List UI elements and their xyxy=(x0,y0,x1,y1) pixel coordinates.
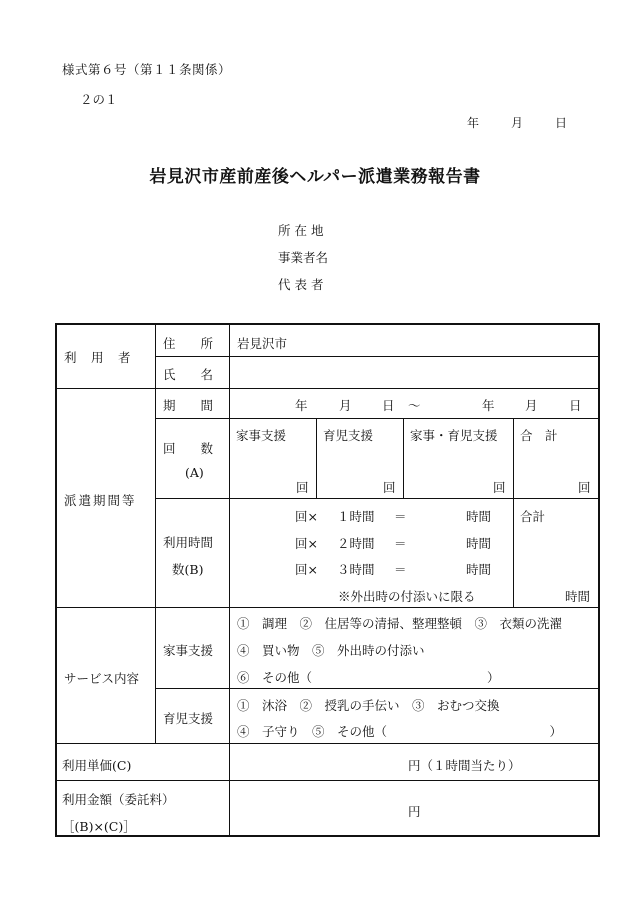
count-col-childcare: 育児支援 xyxy=(323,428,374,443)
childcare-line-2: ④ 子守り ⑤ その他（ ） xyxy=(237,724,563,739)
housework-label: 家事支援 xyxy=(163,643,214,658)
count-col-both: 家事・育児支援 xyxy=(410,428,498,443)
count-unit-total: 回 xyxy=(578,480,591,495)
applicant-address-label: 所 在 地 xyxy=(278,223,324,238)
time-row-2-eq: ＝ xyxy=(394,536,407,551)
date-day-label: 日 xyxy=(555,116,568,130)
time-row-1-eq: ＝ xyxy=(394,509,407,524)
time-row-3-hours: ３時間 xyxy=(337,562,375,577)
time-row-2-hours: ２時間 xyxy=(337,536,375,551)
count-col-housework: 家事支援 xyxy=(236,428,287,443)
address-label: 住 所 xyxy=(163,336,214,351)
count-unit-housework: 回 xyxy=(296,480,309,495)
time-row-2-times: 回× xyxy=(295,536,318,551)
childcare-line-1: ① 沐浴 ② 授乳の手伝い ③ おむつ交換 xyxy=(237,698,500,713)
service-label: サービス内容 xyxy=(64,671,140,686)
period-month-end: 月 xyxy=(525,398,538,413)
time-row-2-unit: 時間 xyxy=(466,536,492,551)
date-month-label: 月 xyxy=(511,116,524,130)
applicant-representative-label: 代 表 者 xyxy=(278,277,324,292)
user-label: 利 用 者 xyxy=(64,350,132,365)
housework-line-1: ① 調理 ② 住居等の清掃、整理整頓 ③ 衣類の洗濯 xyxy=(237,616,563,631)
time-total-unit: 時間 xyxy=(565,589,591,604)
housework-line-2: ④ 買い物 ⑤ 外出時の付添い xyxy=(237,643,425,658)
count-label: 回 数 xyxy=(163,441,214,456)
amount-value: 円 xyxy=(408,804,421,819)
applicant-business-label: 事業者名 xyxy=(278,250,329,265)
period-year-start: 年 xyxy=(295,398,308,413)
unit-price-label: 利用単価(C) xyxy=(62,758,132,773)
time-label-1: 利用時間 xyxy=(163,535,214,550)
name-label: 氏 名 xyxy=(163,367,214,382)
time-row-1-unit: 時間 xyxy=(466,509,492,524)
time-row-1-times: 回× xyxy=(295,509,318,524)
amount-label-1: 利用金額（委託料） xyxy=(62,792,175,807)
time-total-label: 合計 xyxy=(520,509,546,524)
date-year-label: 年 xyxy=(467,116,480,130)
time-label-2: 数(B) xyxy=(172,562,204,577)
amount-label-2: ［(B)×(C)］ xyxy=(62,819,136,834)
count-sub-label: (A) xyxy=(185,465,204,480)
period-year-end: 年 xyxy=(482,398,495,413)
time-row-3-eq: ＝ xyxy=(394,562,407,577)
time-row-1-hours: １時間 xyxy=(337,509,375,524)
time-note: ※外出時の付添いに限る xyxy=(338,589,476,604)
time-row-3-times: 回× xyxy=(295,562,318,577)
time-row-3-unit: 時間 xyxy=(466,562,492,577)
document-title: 岩見沢市産前産後ヘルパー派遣業務報告書 xyxy=(149,167,481,187)
count-unit-childcare: 回 xyxy=(383,480,396,495)
form-number: 様式第６号（第１１条関係） xyxy=(62,62,232,77)
count-col-total: 合 計 xyxy=(520,428,558,443)
period-tilde: ～ xyxy=(408,398,421,413)
housework-line-3: ⑥ その他（ ） xyxy=(237,670,500,685)
period-day-end: 日 xyxy=(569,398,582,413)
period-label: 期 間 xyxy=(163,398,214,413)
period-month-start: 月 xyxy=(339,398,352,413)
count-unit-both: 回 xyxy=(493,480,506,495)
period-day-start: 日 xyxy=(382,398,395,413)
address-value: 岩見沢市 xyxy=(237,336,288,351)
unit-price-value: 円（１時間当たり） xyxy=(408,758,521,773)
dispatch-label: 派遣期間等 xyxy=(64,493,137,508)
childcare-label: 育児支援 xyxy=(163,711,214,726)
page-number: ２の１ xyxy=(80,92,118,107)
